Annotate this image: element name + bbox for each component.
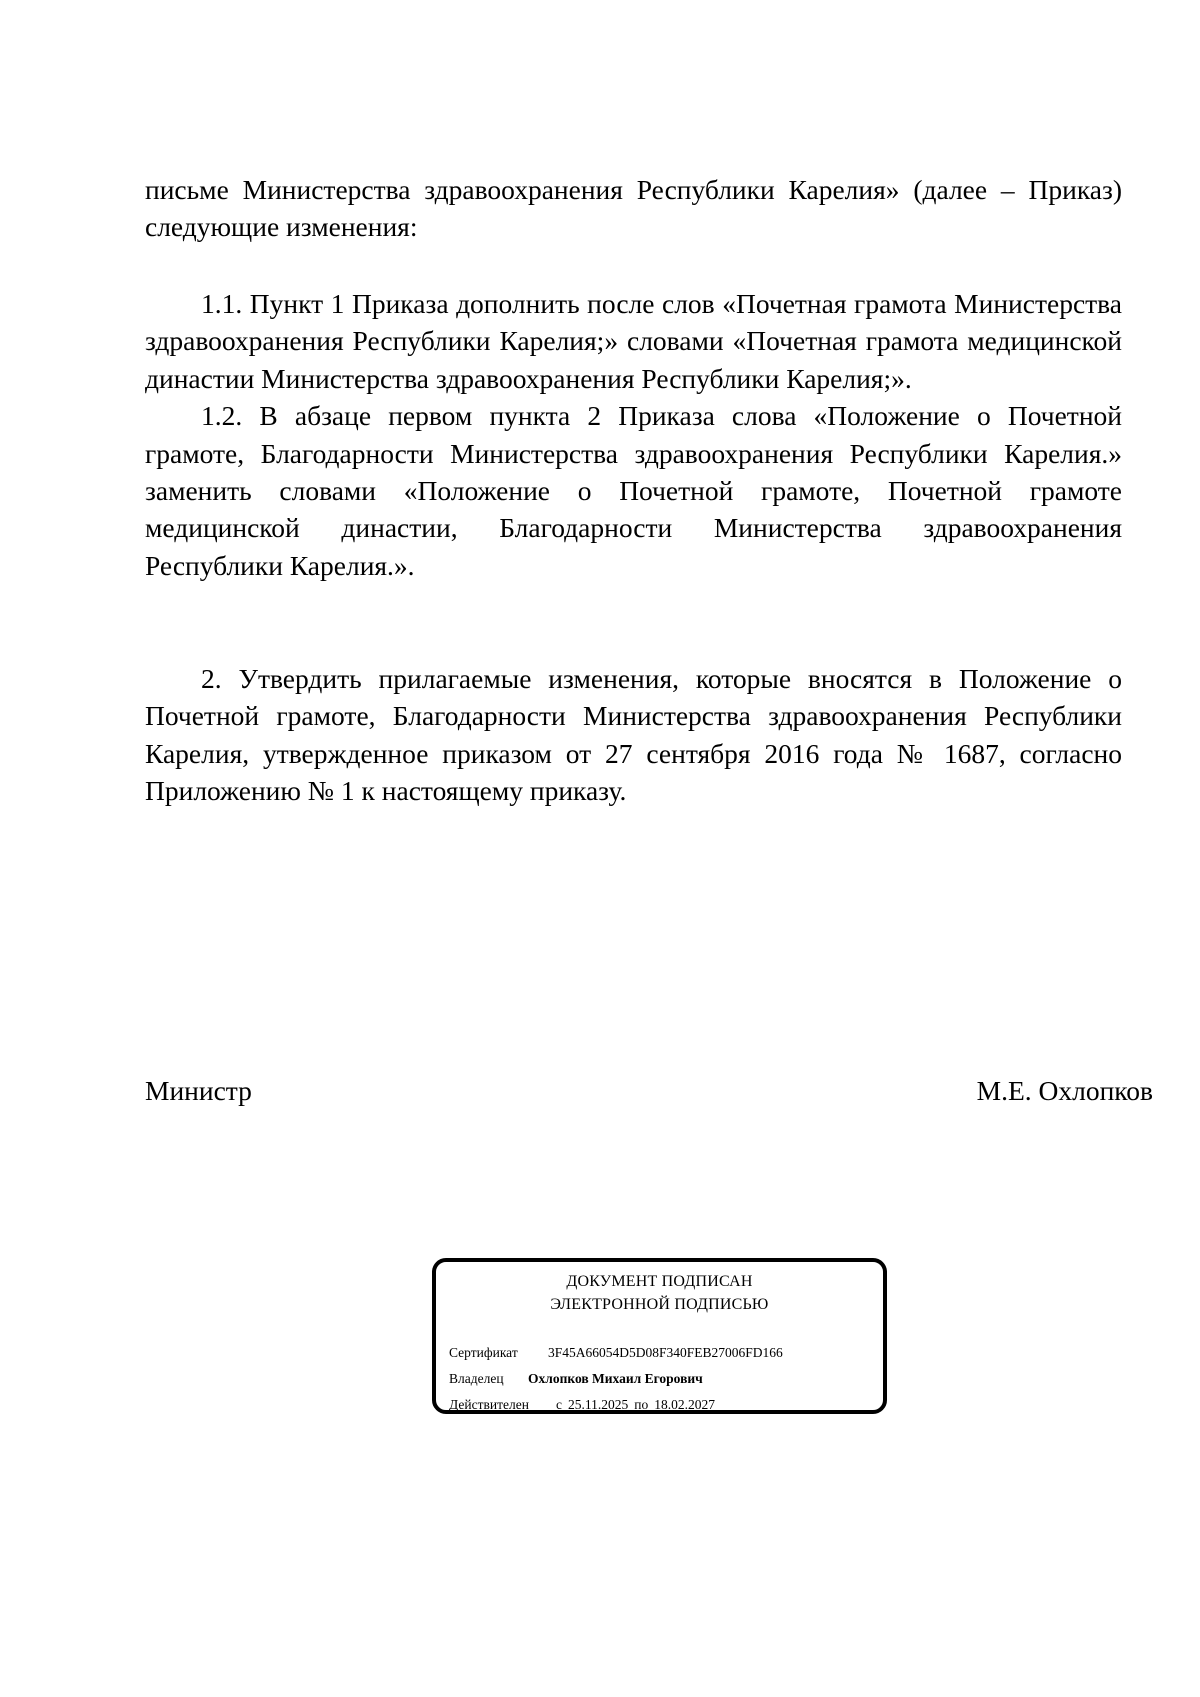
stamp-title-line-2: ЭЛЕКТРОННОЙ ПОДПИСЬЮ <box>550 1296 769 1313</box>
continuation-paragraph <box>145 171 1122 246</box>
stamp-certificate-row <box>449 1340 783 1366</box>
item-2-paragraph <box>145 660 1122 810</box>
valid-to-prefix: по <box>634 1397 649 1412</box>
signer-name: М.Е. Охлопков <box>976 1075 1153 1106</box>
valid-from-prefix: с <box>556 1397 562 1412</box>
valid-to-date: 18.02.2027 <box>654 1397 715 1412</box>
item-1-2: 1.2. В абзаце первом пункта 2 Приказа слова «Положение о Почетной грамоте, Благодарности Министерства здравоохранения Республики Карелия.» заменить словами «Положение о Почетной грамоте, Почетной грамоте медицинской династии, Благодарности Министерства здравоохранения Республики Карелия.». <box>145 400 1122 581</box>
amendments-list <box>145 285 1122 584</box>
item-2: 2. Утвердить прилагаемые изменения, которые вносятся в Положение о Почетной грамоте, Благодарности Министерства здравоохранения Республики Карелия, утвержденное приказом от 27 сентября 2016 года № 1687, согласно Приложению № 1 к настоящему приказу. <box>145 663 1122 807</box>
stamp-owner-row <box>449 1366 783 1392</box>
signer-position: Министр <box>145 1075 252 1106</box>
continuation-text: письме Министерства здравоохранения Республики Карелия» (далее – Приказ) следующие изменения: <box>145 174 1122 243</box>
certificate-value: 3F45A66054D5D08F340FEB27006FD166 <box>548 1345 783 1360</box>
valid-from-date: 25.11.2025 <box>568 1397 629 1412</box>
valid-label: Действителен <box>449 1397 529 1412</box>
certificate-label: Сертификат <box>449 1345 518 1360</box>
electronic-signature-stamp <box>432 1258 887 1414</box>
owner-value: Охлопков Михаил Егорович <box>528 1371 703 1386</box>
owner-label: Владелец <box>449 1371 504 1386</box>
signature-row <box>145 1072 1153 1109</box>
stamp-details <box>449 1340 783 1418</box>
stamp-validity-row <box>449 1392 783 1418</box>
stamp-title-line-1: ДОКУМЕНТ ПОДПИСАН <box>566 1273 753 1290</box>
stamp-title <box>436 1270 883 1316</box>
item-1-1: 1.1. Пункт 1 Приказа дополнить после слов «Почетная грамота Министерства здравоохранения Республики Карелия;» словами «Почетная грамота медицинской династии Министерства здравоохранения Республики Карелия;». <box>145 288 1122 394</box>
